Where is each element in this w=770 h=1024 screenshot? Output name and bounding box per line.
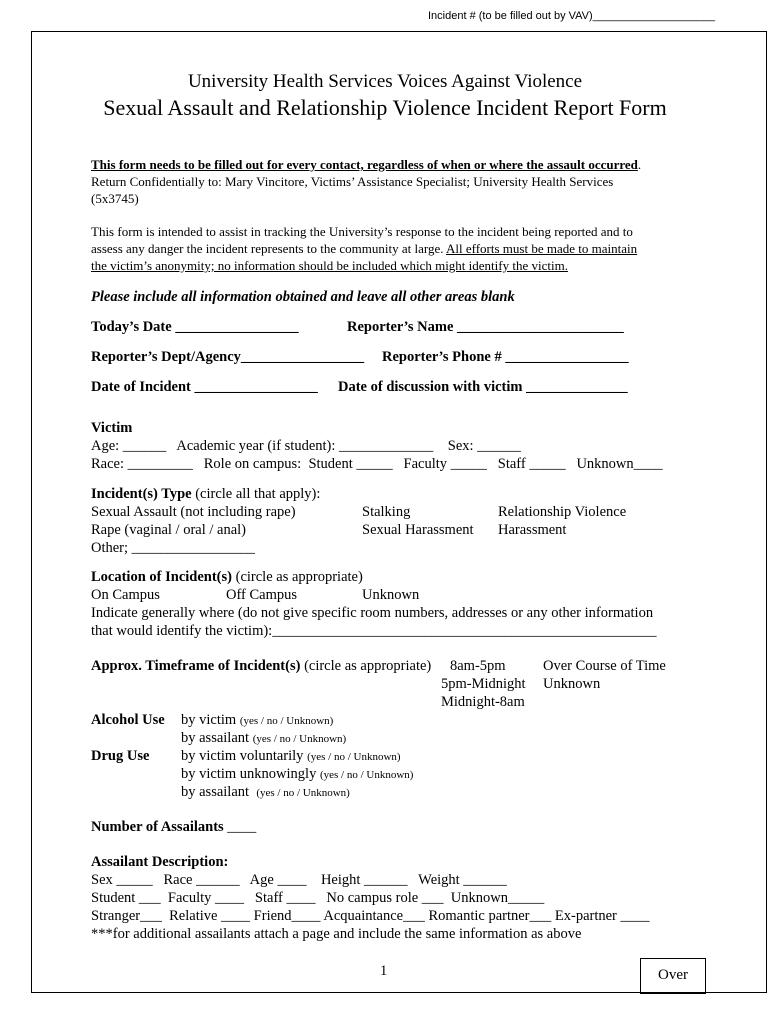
incident-number-line: Incident # (to be filled out by VAV)____________________ xyxy=(428,10,716,22)
timeframe-over-course[interactable]: Over Course of Time xyxy=(543,658,666,674)
number-of-assailants-blank[interactable]: ____ xyxy=(223,819,257,835)
timeframe-note: (circle as appropriate) xyxy=(300,658,432,674)
over-label: Over xyxy=(658,967,688,983)
timeframe-midnight-8am[interactable]: Midnight-8am xyxy=(441,694,525,710)
alcohol-by-assailant-text: by assailant xyxy=(181,730,253,746)
purpose-line-3: the victim’s anonymity; no information should be included which might identify the victim. xyxy=(91,258,568,273)
reporters-phone-field[interactable]: Reporter’s Phone # _________________ xyxy=(382,349,629,365)
drug-victim-voluntarily[interactable] xyxy=(181,747,401,766)
timeframe-8am-5pm[interactable]: 8am-5pm xyxy=(450,658,506,674)
todays-date-field[interactable]: Today’s Date _________________ xyxy=(91,319,299,335)
form-title-line1: University Health Services Voices Against Violence xyxy=(187,71,583,92)
drug-victim-voluntarily-options[interactable]: (yes / no / Unknown) xyxy=(307,751,401,763)
incident-type-label: Incident(s) Type xyxy=(91,486,192,502)
location-indicate-line-2[interactable]: that would identify the victim):_____________________________________________________ xyxy=(91,623,657,639)
alcohol-by-victim[interactable] xyxy=(181,711,333,730)
victim-age-line[interactable]: Age: ______ Academic year (if student): _____________ Sex: ______ xyxy=(91,438,521,454)
incident-type-sexual-harassment[interactable]: Sexual Harassment xyxy=(362,522,474,538)
alcohol-use-label: Alcohol Use xyxy=(91,712,165,728)
incident-type-note: (circle all that apply): xyxy=(191,486,321,502)
drug-victim-voluntarily-text: by victim voluntarily xyxy=(181,748,308,764)
location-off-campus[interactable]: Off Campus xyxy=(226,587,298,603)
form-title-line2: Sexual Assault and Relationship Violence Incident Report Form xyxy=(103,95,667,120)
incident-type-other[interactable]: Other; _________________ xyxy=(91,540,255,556)
incident-type-relationship-violence[interactable]: Relationship Violence xyxy=(498,504,627,520)
victim-heading: Victim xyxy=(91,420,133,436)
timeframe-heading xyxy=(91,657,431,675)
drug-by-assailant-text: by assailant xyxy=(181,784,257,800)
location-indicate-line-1: Indicate generally where (do not give specific room numbers, addresses or any other information xyxy=(91,605,654,621)
timeframe-label: Approx. Timeframe of Incident(s) xyxy=(91,658,301,674)
drug-by-assailant[interactable] xyxy=(181,783,350,802)
purpose-line-2-b: All efforts must be made to maintain xyxy=(446,241,638,256)
reporters-dept-field[interactable]: Reporter’s Dept/Agency_________________ xyxy=(91,349,365,365)
must-fill-notice xyxy=(91,156,641,173)
number-of-assailants-label: Number of Assailants xyxy=(91,819,224,835)
number-of-assailants[interactable] xyxy=(91,818,256,836)
purpose-line-1: This form is intended to assist in tracking the University’s response to the incident being reported and to xyxy=(91,224,633,239)
location-label: Location of Incident(s) xyxy=(91,569,232,585)
location-unknown[interactable]: Unknown xyxy=(362,587,420,603)
alcohol-by-victim-options[interactable]: (yes / no / Unknown) xyxy=(239,715,334,727)
drug-victim-unknowingly-text: by victim unknowingly xyxy=(181,766,320,782)
incident-type-stalking[interactable]: Stalking xyxy=(362,504,411,520)
victim-race-line[interactable]: Race: _________ Role on campus: Student _____ Faculty _____ Staff _____ Unknown____ xyxy=(91,456,663,472)
alcohol-by-assailant-options[interactable]: (yes / no / Unknown) xyxy=(252,733,347,745)
date-of-discussion-field[interactable]: Date of discussion with victim ______________ xyxy=(338,379,628,395)
assailant-desc-line-1[interactable]: Sex _____ Race ______ Age ____ Height ______ Weight ______ xyxy=(91,872,507,888)
incident-type-harassment[interactable]: Harassment xyxy=(498,522,567,538)
must-fill-text: This form needs to be filled out for every contact, regardless of when or where the assault occurred xyxy=(91,157,638,172)
assailant-desc-line-2[interactable]: Student ___ Faculty ____ Staff ____ No campus role ___ Unknown_____ xyxy=(91,890,545,906)
timeframe-5pm-midnight[interactable]: 5pm-Midnight xyxy=(441,676,526,692)
drug-use-label: Drug Use xyxy=(91,748,150,764)
incident-type-heading xyxy=(91,485,320,503)
page-number: 1 xyxy=(380,963,388,979)
reporters-name-field[interactable]: Reporter’s Name _______________________ xyxy=(347,319,624,335)
instruction-text: Please include all information obtained and leave all other areas blank xyxy=(91,289,515,305)
location-on-campus[interactable]: On Campus xyxy=(91,587,160,603)
assailant-desc-note: ***for additional assailants attach a page and include the same information as above xyxy=(91,926,582,942)
location-note: (circle as appropriate) xyxy=(231,569,363,585)
purpose-line-2-a: assess any danger the incident represents to the community at large. xyxy=(91,241,446,256)
timeframe-unknown[interactable]: Unknown xyxy=(543,676,601,692)
purpose-line-2 xyxy=(91,240,637,257)
return-line-1: Return Confidentially to: Mary Vincitore, Victims’ Assistance Specialist; University Health Services xyxy=(91,174,614,189)
must-fill-period: . xyxy=(637,157,642,172)
incident-type-sexual-assault[interactable]: Sexual Assault (not including rape) xyxy=(91,504,296,520)
assailant-description-heading: Assailant Description: xyxy=(91,854,229,870)
drug-victim-unknowingly[interactable] xyxy=(181,765,413,784)
drug-victim-unknowingly-options[interactable]: (yes / no / Unknown) xyxy=(319,769,414,781)
date-of-incident-field[interactable]: Date of Incident _________________ xyxy=(91,379,318,395)
alcohol-by-assailant[interactable] xyxy=(181,729,346,748)
drug-by-assailant-options[interactable]: (yes / no / Unknown) xyxy=(256,787,350,799)
return-line-2: (5x3745) xyxy=(91,191,139,206)
location-heading xyxy=(91,568,363,586)
assailant-desc-line-3[interactable]: Stranger___ Relative ____ Friend____ Acquaintance___ Romantic partner___ Ex-partner ____ xyxy=(91,908,650,924)
incident-type-rape[interactable]: Rape (vaginal / oral / anal) xyxy=(91,522,247,538)
alcohol-by-victim-text: by victim xyxy=(181,712,240,728)
over-label-box xyxy=(640,958,706,994)
